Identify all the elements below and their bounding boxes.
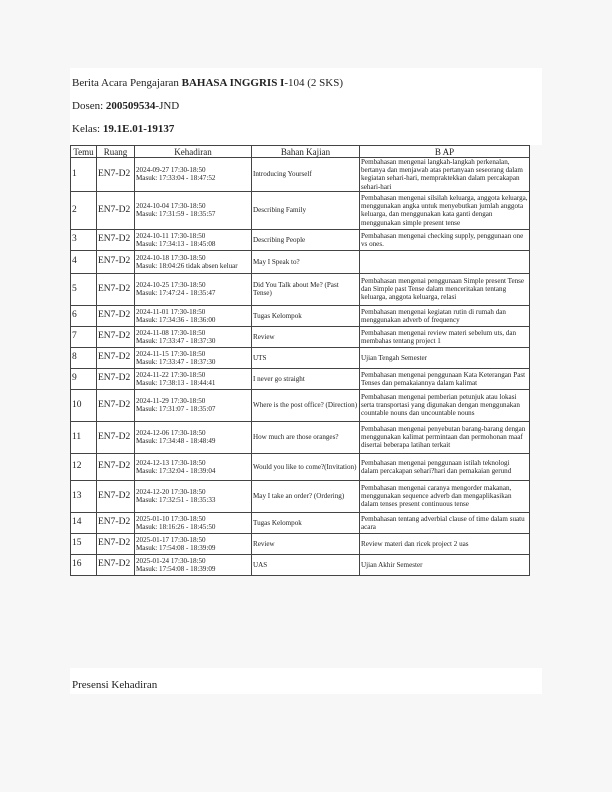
report-sheet xyxy=(70,68,542,576)
table-row xyxy=(71,512,530,533)
course-name: BAHASA INGGRIS I xyxy=(181,77,285,89)
ruang-cell: EN7-D2 xyxy=(97,273,135,305)
table-row xyxy=(71,368,530,389)
bap-cell: Pembahasan mengenai review materi sebelum uts, dan membahas tentang project 1 xyxy=(360,326,530,347)
check-in-time: Masuk: 17:32:04 - 18:39:04 xyxy=(136,466,216,475)
ruang-cell: EN7-D2 xyxy=(97,305,135,326)
table-row xyxy=(71,305,530,326)
kehadiran-cell xyxy=(135,512,252,533)
bahan-cell: Introducing Yourself xyxy=(252,158,360,192)
kehadiran-cell xyxy=(135,191,252,229)
temu-cell: 11 xyxy=(71,421,97,453)
header-band xyxy=(70,68,542,145)
schedule-time: 2024-10-04 17:30-18:50 xyxy=(136,202,206,211)
table-row xyxy=(71,554,530,575)
attendance-table xyxy=(70,145,530,576)
bap-cell: Pembahasan mengenai penggunaan Kata Keterangan Past Tenses dan pemakaiannya dalam kalimat xyxy=(360,368,530,389)
temu-cell: 5 xyxy=(71,273,97,305)
schedule-time: 2024-10-18 17:30-18:50 xyxy=(136,253,206,262)
bahan-cell: Would you like to come?(Invitation) xyxy=(252,453,360,480)
check-in-time: Masuk: 17:33:47 - 18:37:30 xyxy=(136,336,216,345)
table-row xyxy=(71,480,530,512)
temu-cell: 7 xyxy=(71,326,97,347)
bahan-cell: May I Speak to? xyxy=(252,250,360,273)
class-label: Kelas: xyxy=(72,123,103,135)
bap-cell: Ujian Tengah Semester xyxy=(360,347,530,368)
ruang-cell: EN7-D2 xyxy=(97,347,135,368)
kehadiran-cell xyxy=(135,480,252,512)
col-header-bahan: Bahan Kajian xyxy=(252,146,360,158)
check-in-time: Masuk: 18:04:26 tidak absen keluar xyxy=(136,261,238,270)
check-in-time: Masuk: 17:31:07 - 18:35:07 xyxy=(136,405,216,414)
ruang-cell: EN7-D2 xyxy=(97,389,135,421)
check-in-time: Masuk: 17:34:48 - 18:48:49 xyxy=(136,437,216,446)
schedule-time: 2024-10-11 17:30-18:50 xyxy=(136,231,206,240)
table-row xyxy=(71,229,530,250)
table-row xyxy=(71,347,530,368)
ruang-cell: EN7-D2 xyxy=(97,554,135,575)
bahan-cell: May I take an order? (Ordering) xyxy=(252,480,360,512)
class-line xyxy=(72,118,540,141)
bap-cell: Pembahasan mengenai checking supply, penggunaan one vs ones. xyxy=(360,229,530,250)
check-in-time: Masuk: 17:47:24 - 18:35:47 xyxy=(136,289,216,298)
bap-cell xyxy=(360,250,530,273)
temu-cell: 1 xyxy=(71,158,97,192)
table-row xyxy=(71,389,530,421)
col-header-ruang: Ruang xyxy=(97,146,135,158)
schedule-time: 2024-11-29 17:30-18:50 xyxy=(136,397,206,406)
ruang-cell: EN7-D2 xyxy=(97,533,135,554)
col-header-kehadiran: Kehadiran xyxy=(135,146,252,158)
ruang-cell: EN7-D2 xyxy=(97,158,135,192)
table-row xyxy=(71,158,530,192)
ruang-cell: EN7-D2 xyxy=(97,421,135,453)
schedule-time: 2025-01-10 17:30-18:50 xyxy=(136,514,206,523)
lecturer-label: Dosen: xyxy=(72,100,106,112)
bahan-cell: Tugas Kelompok xyxy=(252,512,360,533)
ruang-cell: EN7-D2 xyxy=(97,512,135,533)
bap-cell: Pembahasan mengenai penggunaan Simple present Tense dan Simple past Tense dalam menceritakan tentang keluarga, anggota keluarga, relasi xyxy=(360,273,530,305)
ruang-cell: EN7-D2 xyxy=(97,368,135,389)
bap-cell: Pembahasan mengenai pemberian petunjuk atau lokasi serta transportasi yang digunakan dengan menggunakan countable nouns dan uncountable nouns xyxy=(360,389,530,421)
col-header-bap: B AP xyxy=(360,146,530,158)
table-row xyxy=(71,453,530,480)
kehadiran-cell xyxy=(135,326,252,347)
temu-cell: 9 xyxy=(71,368,97,389)
class-value: 19.1E.01-19137 xyxy=(102,123,175,135)
check-in-time: Masuk: 17:33:04 - 18:47:52 xyxy=(136,174,216,183)
kehadiran-cell xyxy=(135,347,252,368)
table-header-row xyxy=(71,146,530,158)
bap-cell: Pembahasan mengenai caranya mengorder makanan, menggunakan sequence adverb dan mengaplikasikan dalam tenses present continuous tense xyxy=(360,480,530,512)
check-in-time: Masuk: 17:38:13 - 18:44:41 xyxy=(136,378,216,387)
kehadiran-cell xyxy=(135,453,252,480)
ruang-cell: EN7-D2 xyxy=(97,250,135,273)
kehadiran-cell xyxy=(135,421,252,453)
bap-cell: Pembahasan mengenai penyebutan barang-barang dengan menggunakan kalimat permintaan dan permohonan maaf disertai beberapa latihan terkait xyxy=(360,421,530,453)
check-in-time: Masuk: 17:33:47 - 18:37:30 xyxy=(136,357,216,366)
temu-cell: 14 xyxy=(71,512,97,533)
bahan-cell: UTS xyxy=(252,347,360,368)
check-in-time: Masuk: 17:32:51 - 18:35:33 xyxy=(136,496,216,505)
bap-cell: Ujian Akhir Semester xyxy=(360,554,530,575)
temu-cell: 6 xyxy=(71,305,97,326)
check-in-time: Masuk: 17:54:08 - 18:39:09 xyxy=(136,564,216,573)
check-in-time: Masuk: 18:16:26 - 18:45:50 xyxy=(136,522,216,531)
lecturer-id: 200509534 xyxy=(105,100,156,112)
ruang-cell: EN7-D2 xyxy=(97,191,135,229)
check-in-time: Masuk: 17:34:36 - 18:36:00 xyxy=(136,315,216,324)
bap-cell: Pembahasan mengenai penggunaan istilah teknologi dalam percakapan sehari?hari dan pemakaian gerund xyxy=(360,453,530,480)
lecturer-suffix: -JND xyxy=(155,100,180,112)
temu-cell: 4 xyxy=(71,250,97,273)
kehadiran-cell xyxy=(135,305,252,326)
schedule-time: 2024-11-01 17:30-18:50 xyxy=(136,307,206,316)
temu-cell: 8 xyxy=(71,347,97,368)
kehadiran-cell xyxy=(135,533,252,554)
temu-cell: 2 xyxy=(71,191,97,229)
ruang-cell: EN7-D2 xyxy=(97,480,135,512)
check-in-time: Masuk: 17:31:59 - 18:35:57 xyxy=(136,210,216,219)
bahan-cell: I never go straight xyxy=(252,368,360,389)
table-row xyxy=(71,421,530,453)
table-row xyxy=(71,533,530,554)
kehadiran-cell xyxy=(135,389,252,421)
temu-cell: 13 xyxy=(71,480,97,512)
bahan-cell: Where is the post office? (Direction) xyxy=(252,389,360,421)
ruang-cell: EN7-D2 xyxy=(97,453,135,480)
temu-cell: 12 xyxy=(71,453,97,480)
lecturer-line xyxy=(72,95,540,118)
temu-cell: 15 xyxy=(71,533,97,554)
presensi-heading: Presensi Kehadiran xyxy=(72,679,158,691)
bap-cell: Pembahasan tentang adverbial clause of time dalam suatu acara xyxy=(360,512,530,533)
schedule-time: 2025-01-17 17:30-18:50 xyxy=(136,535,206,544)
bap-cell: Pembahasan mengenai kegiatan rutin di rumah dan menggunakan adverb of frequency xyxy=(360,305,530,326)
bahan-cell: Describing Family xyxy=(252,191,360,229)
table-row xyxy=(71,250,530,273)
schedule-time: 2024-10-25 17:30-18:50 xyxy=(136,281,206,290)
kehadiran-cell xyxy=(135,554,252,575)
report-title xyxy=(72,72,540,95)
temu-cell: 16 xyxy=(71,554,97,575)
table-row xyxy=(71,273,530,305)
schedule-time: 2024-12-20 17:30-18:50 xyxy=(136,488,206,497)
kehadiran-cell xyxy=(135,273,252,305)
schedule-time: 2025-01-24 17:30-18:50 xyxy=(136,556,206,565)
kehadiran-cell xyxy=(135,250,252,273)
check-in-time: Masuk: 17:54:08 - 18:39:09 xyxy=(136,543,216,552)
bap-cell: Review materi dan ricek project 2 uas xyxy=(360,533,530,554)
bahan-cell: Review xyxy=(252,326,360,347)
ruang-cell: EN7-D2 xyxy=(97,229,135,250)
footer-band xyxy=(70,668,542,694)
bahan-cell: Tugas Kelompok xyxy=(252,305,360,326)
kehadiran-cell xyxy=(135,158,252,192)
bahan-cell: Did You Talk about Me? (Past Tense) xyxy=(252,273,360,305)
col-header-temu: Temu xyxy=(71,146,97,158)
bap-cell: Pembahasan mengenai silsilah keluarga, anggota keluarga, menggunakan angka untuk menyebutkan jumlah anggota keluarga, dan menggunakan kata ganti dengan menggunakan simple present tense xyxy=(360,191,530,229)
title-prefix: Berita Acara Pengajaran xyxy=(72,77,182,89)
schedule-time: 2024-09-27 17:30-18:50 xyxy=(136,166,206,175)
check-in-time: Masuk: 17:34:13 - 18:45:08 xyxy=(136,239,216,248)
bahan-cell: UAS xyxy=(252,554,360,575)
ruang-cell: EN7-D2 xyxy=(97,326,135,347)
course-code: -104 (2 SKS) xyxy=(284,77,344,89)
kehadiran-cell xyxy=(135,229,252,250)
schedule-time: 2024-11-08 17:30-18:50 xyxy=(136,328,206,337)
bahan-cell: Describing People xyxy=(252,229,360,250)
schedule-time: 2024-12-13 17:30-18:50 xyxy=(136,458,206,467)
bap-cell: Pembahasan mengenai langkah-langkah perkenalan, bertanya dan menjawab atas pertanyaan seseorang dalam kegiatan sehari-hari, mempraktekkan dalam percakapan sehari-hari xyxy=(360,158,530,192)
schedule-time: 2024-11-15 17:30-18:50 xyxy=(136,349,206,358)
temu-cell: 3 xyxy=(71,229,97,250)
schedule-time: 2024-11-22 17:30-18:50 xyxy=(136,370,206,379)
table-row xyxy=(71,326,530,347)
bahan-cell: How much are those oranges? xyxy=(252,421,360,453)
bahan-cell: Review xyxy=(252,533,360,554)
kehadiran-cell xyxy=(135,368,252,389)
temu-cell: 10 xyxy=(71,389,97,421)
schedule-time: 2024-12-06 17:30-18:50 xyxy=(136,429,206,438)
table-row xyxy=(71,191,530,229)
